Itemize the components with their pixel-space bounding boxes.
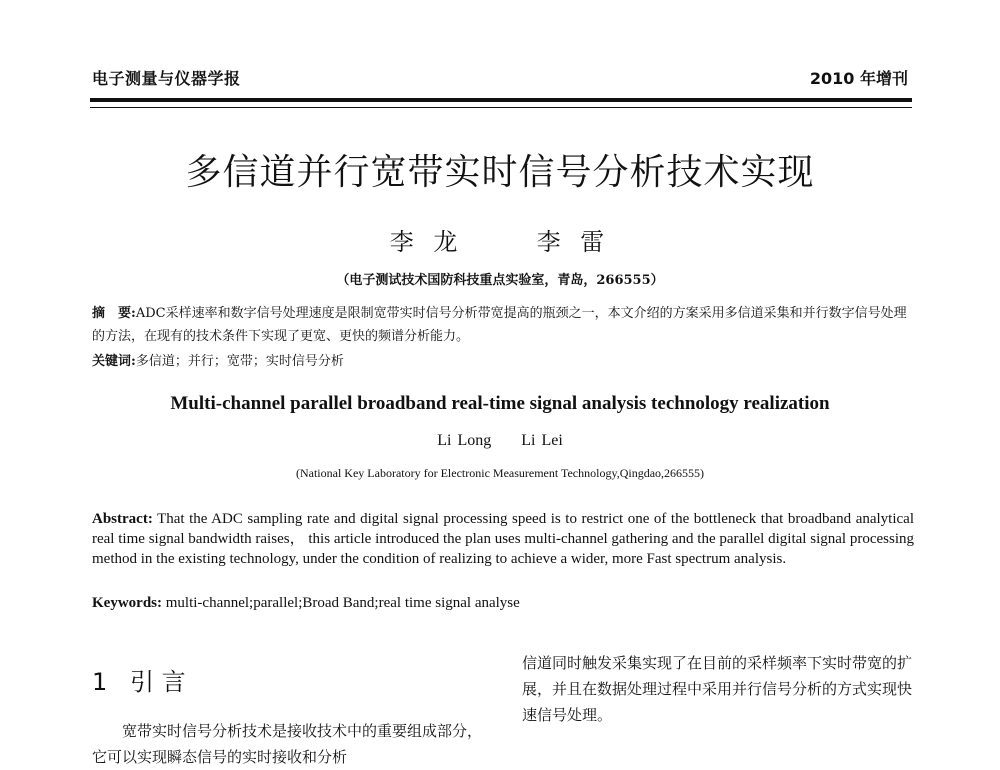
en-keywords (92, 593, 914, 613)
journal-name: 电子测量与仪器学报 (92, 69, 241, 88)
en-abstract (92, 509, 914, 569)
cn-keywords-label: 关键词: (92, 354, 136, 369)
body-left-column (92, 718, 496, 770)
issue-label: 2010 年增刊 (809, 69, 908, 88)
cn-authors (0, 222, 1000, 257)
cn-title: 多信道并行宽带实时信号分析技术实现 (185, 152, 815, 193)
cn-abstract-text: ADC采样速率和数字信号处理速度是限制宽带实时信号分析带宽提高的瓶颈之一，本文介绍的方案采用多信道采集和并行数字信号处理的方法，在现有的技术条件下实现了更宽、更快的频谱分析能力。 (92, 306, 907, 344)
en-keywords-text: multi-channel;parallel;Broad Band;real time signal analyse (162, 595, 520, 611)
en-abstract-label: Abstract: (92, 511, 153, 527)
cn-author-2: 李 雷 (536, 228, 611, 256)
body-right-column (522, 650, 914, 728)
header-rule-thin (90, 107, 912, 108)
cn-keywords-text: 多信道；并行；宽带；实时信号分析 (135, 354, 344, 369)
en-author-1: Li Long (437, 432, 492, 449)
cn-abstract-label: 摘 要: (92, 306, 136, 321)
cn-abstract (92, 302, 914, 348)
section-heading-introduction (92, 662, 186, 697)
body-left-paragraph: 宽带实时信号分析技术是接收技术中的重要组成部分，它可以实现瞬态信号的实时接收和分析 (92, 722, 483, 766)
en-affiliation: (National Key Laboratory for Electronic Measurement Technology,Qingdao,266555) (295, 466, 705, 480)
cn-author-1: 李 龙 (389, 228, 464, 256)
cn-affiliation: （电子测试技术国防科技重点实验室，青岛，266555） (336, 273, 664, 288)
header-rule-thick (90, 98, 912, 102)
en-author-2: Li Lei (521, 432, 563, 449)
section-title: 引 言 (130, 668, 186, 696)
en-authors (0, 432, 1000, 450)
en-title: Multi-channel parallel broadband real-time signal analysis technology realization (170, 393, 830, 414)
en-keywords-label: Keywords: (92, 595, 162, 611)
cn-keywords (92, 350, 914, 373)
en-abstract-text: That the ADC sampling rate and digital signal processing speed is to restrict one of the bottleneck that broadband analytical real time signal bandwidth raises， this article introduced the plan uses multi-channel gathering and the parallel digital signal processing method in the existing technology, under the condition of realizing to achieve a wider, more Fast spectrum analysis. (92, 511, 914, 567)
section-number: 1 (92, 668, 108, 696)
body-right-paragraph: 信道同时触发采集实现了在目前的采样频率下实时带宽的扩展，并且在数据处理过程中采用并行信号分析的方式实现快速信号处理。 (522, 654, 913, 724)
